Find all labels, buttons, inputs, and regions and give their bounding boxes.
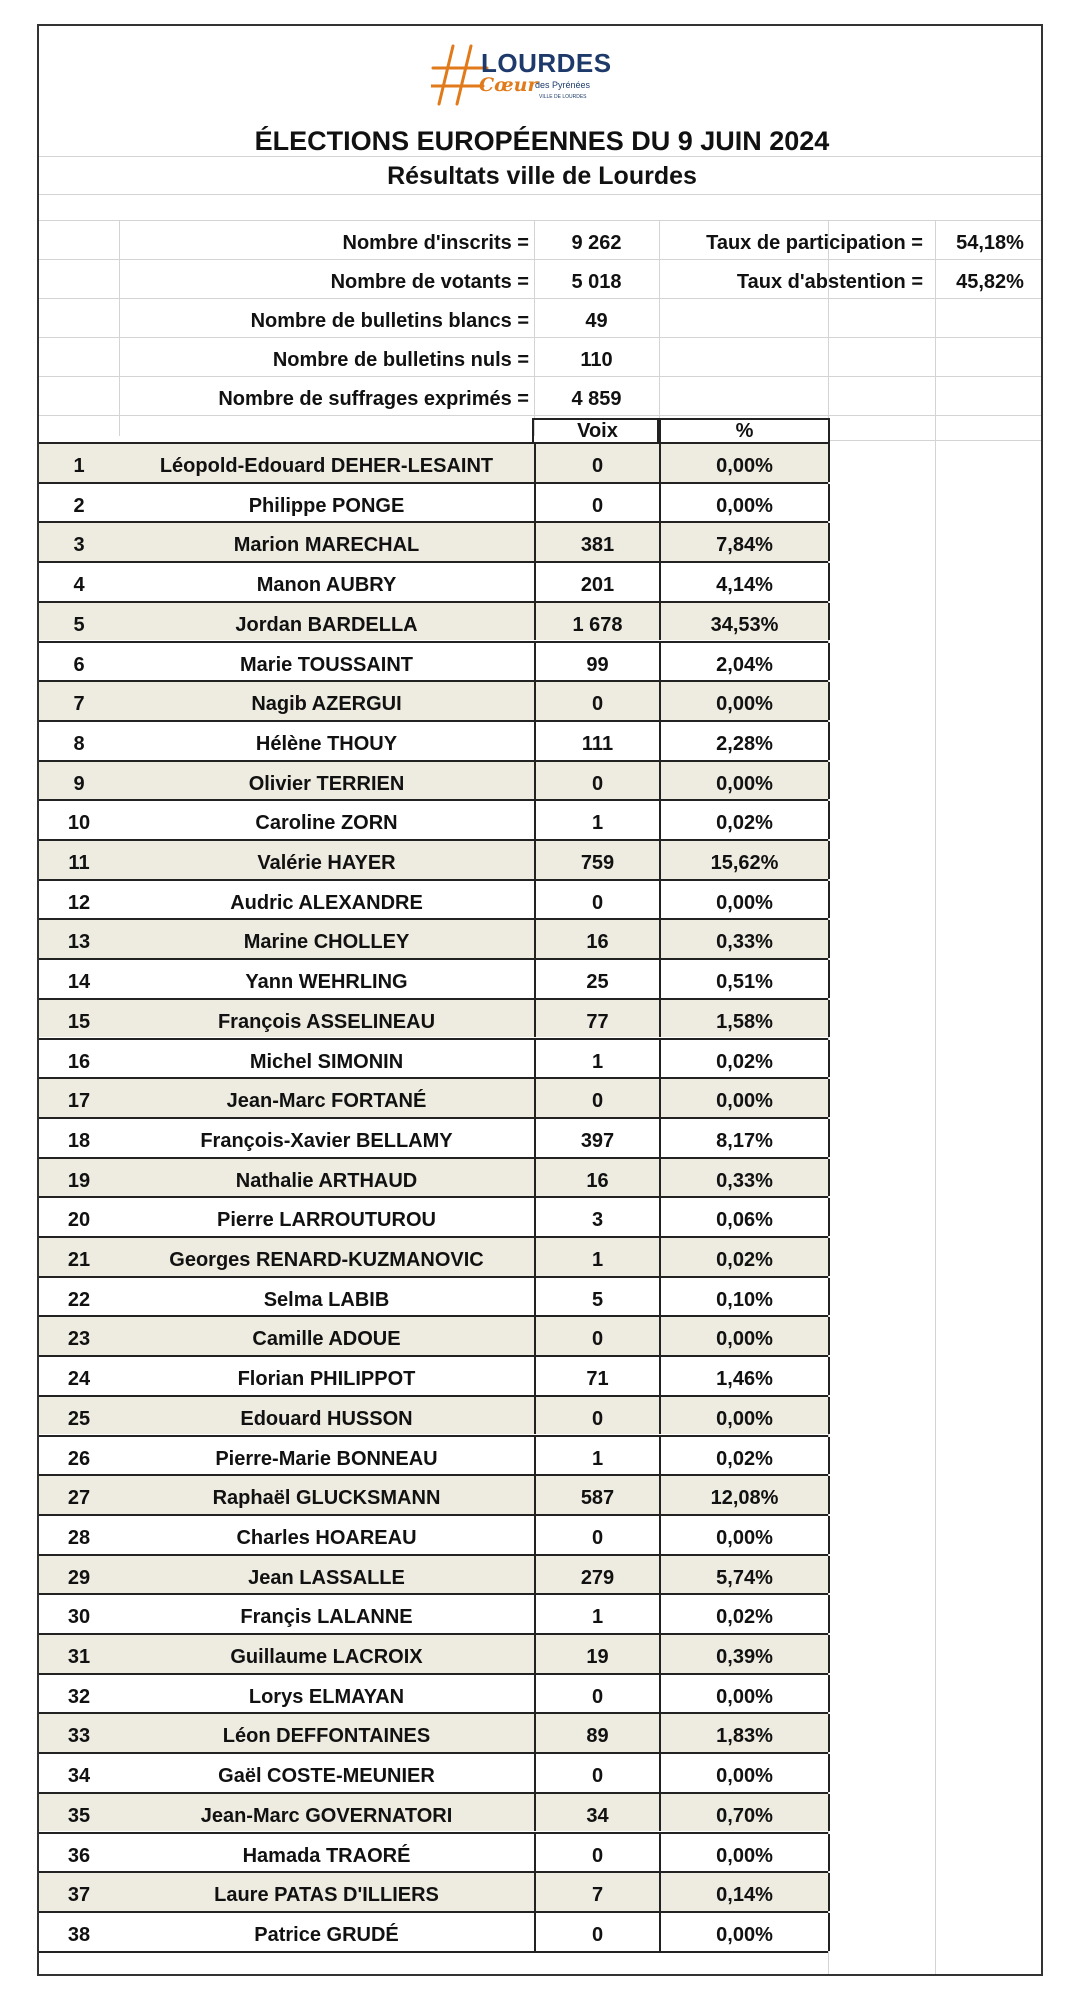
candidate-name: Gaël COSTE-MEUNIER bbox=[218, 1765, 435, 1788]
candidate-voix: 397 bbox=[534, 1119, 659, 1157]
candidate-voix: 1 bbox=[534, 1040, 659, 1078]
candidate-voix: 71 bbox=[534, 1357, 659, 1395]
gridline bbox=[39, 220, 1041, 221]
candidate-number: 1 bbox=[73, 455, 85, 477]
candidate-voix: 7 bbox=[534, 1873, 659, 1911]
candidate-voix: 34 bbox=[534, 1794, 659, 1832]
candidate-number: 5 bbox=[73, 613, 85, 636]
gridline bbox=[39, 259, 1041, 260]
table-row bbox=[39, 1593, 828, 1633]
candidate-number: 4 bbox=[73, 574, 85, 597]
votants-value: 5 018 bbox=[571, 271, 622, 293]
candidate-pct: 0,70% bbox=[659, 1794, 830, 1832]
table-row bbox=[39, 1712, 828, 1752]
candidate-number: 3 bbox=[73, 534, 85, 557]
candidate-pct: 5,74% bbox=[659, 1556, 830, 1594]
page-subtitle: Résultats ville de Lourdes bbox=[387, 162, 697, 190]
candidate-name: Yann WEHRLING bbox=[245, 971, 408, 994]
candidate-pct: 8,17% bbox=[659, 1119, 830, 1157]
votants-label: Nombre de votants = bbox=[330, 271, 529, 293]
candidate-name: Marine CHOLLEY bbox=[243, 931, 410, 954]
candidate-pct: 0,00% bbox=[659, 1079, 830, 1117]
candidate-voix: 111 bbox=[534, 722, 659, 760]
gridline bbox=[119, 220, 120, 436]
candidate-voix: 0 bbox=[534, 762, 659, 800]
candidate-voix: 0 bbox=[534, 1834, 659, 1872]
candidate-name: Marie TOUSSAINT bbox=[240, 653, 413, 676]
table-row bbox=[39, 1276, 828, 1316]
candidate-number: 28 bbox=[67, 1526, 91, 1549]
candidate-number: 29 bbox=[67, 1566, 91, 1589]
nuls-label: Nombre de bulletins nuls = bbox=[272, 349, 529, 371]
candidate-pct: 0,51% bbox=[659, 960, 830, 998]
candidate-name: Caroline ZORN bbox=[255, 812, 398, 835]
logo-script: Cœur bbox=[479, 74, 538, 96]
header-voix-label: Voix bbox=[577, 420, 618, 442]
table-row bbox=[39, 918, 828, 958]
candidate-pct: 0,00% bbox=[659, 682, 830, 720]
table-row bbox=[39, 641, 828, 681]
candidate-voix: 0 bbox=[534, 1754, 659, 1792]
candidate-name: Françis LALANNE bbox=[240, 1606, 413, 1629]
candidate-name: Audric ALEXANDRE bbox=[230, 891, 423, 914]
candidate-name: Nagib AZERGUI bbox=[251, 693, 402, 716]
candidate-name: Léopold-Edouard DEHER-LESAINT bbox=[159, 455, 494, 477]
candidate-name: François-Xavier BELLAMY bbox=[200, 1129, 453, 1152]
table-row bbox=[39, 1196, 828, 1236]
candidate-name: Marion MARECHAL bbox=[233, 534, 420, 557]
candidate-pct: 0,00% bbox=[659, 1317, 830, 1355]
candidate-voix: 201 bbox=[534, 563, 659, 601]
candidate-number: 2 bbox=[73, 494, 85, 517]
candidate-voix: 381 bbox=[534, 523, 659, 561]
candidate-voix: 0 bbox=[534, 484, 659, 522]
candidate-pct: 0,39% bbox=[659, 1635, 830, 1673]
nuls-value: 110 bbox=[580, 349, 613, 371]
candidate-pct: 0,02% bbox=[659, 1437, 830, 1475]
candidate-pct: 12,08% bbox=[659, 1476, 830, 1514]
table-row bbox=[39, 1355, 828, 1395]
candidate-voix: 0 bbox=[534, 1397, 659, 1435]
candidate-number: 23 bbox=[67, 1328, 91, 1351]
candidate-number: 24 bbox=[67, 1368, 91, 1391]
candidate-pct: 1,83% bbox=[659, 1714, 830, 1752]
gridline bbox=[39, 298, 1041, 299]
candidate-name: Jean-Marc FORTANÉ bbox=[226, 1090, 427, 1113]
candidate-voix: 0 bbox=[534, 682, 659, 720]
candidate-voix: 99 bbox=[534, 643, 659, 681]
candidate-pct: 0,00% bbox=[659, 881, 830, 919]
table-row bbox=[39, 1474, 828, 1514]
candidate-voix: 16 bbox=[534, 1159, 659, 1197]
candidate-pct: 0,00% bbox=[659, 1675, 830, 1713]
candidate-name: Hamada TRAORÉ bbox=[242, 1844, 411, 1867]
table-row bbox=[39, 1435, 828, 1475]
table-row bbox=[39, 1077, 828, 1117]
candidate-pct: 4,14% bbox=[659, 563, 830, 601]
candidate-name: Olivier TERRIEN bbox=[248, 772, 405, 795]
candidate-pct: 0,00% bbox=[659, 1754, 830, 1792]
logo-subline: VILLE DE LOURDES bbox=[539, 94, 587, 100]
table-row bbox=[39, 680, 828, 720]
candidate-voix: 1 bbox=[534, 1238, 659, 1276]
candidate-name: Philippe PONGE bbox=[248, 494, 405, 517]
gridline bbox=[39, 415, 1041, 416]
candidate-name: Valérie HAYER bbox=[257, 852, 396, 874]
candidate-voix: 1 bbox=[534, 1595, 659, 1633]
candidate-voix: 0 bbox=[534, 881, 659, 919]
candidate-pct: 2,04% bbox=[659, 643, 830, 681]
candidate-voix: 16 bbox=[534, 920, 659, 958]
candidate-number: 16 bbox=[67, 1050, 91, 1073]
candidate-number: 12 bbox=[67, 891, 91, 914]
candidate-name: Pierre-Marie BONNEAU bbox=[215, 1447, 438, 1470]
candidate-pct: 1,46% bbox=[659, 1357, 830, 1395]
candidate-number: 13 bbox=[67, 931, 91, 954]
candidate-number: 37 bbox=[67, 1884, 91, 1907]
candidate-number: 27 bbox=[67, 1487, 91, 1510]
header-pct-label: % bbox=[735, 420, 754, 442]
candidate-name: François ASSELINEAU bbox=[217, 1010, 436, 1033]
abstention-value: 45,82% bbox=[956, 271, 1024, 293]
candidate-name: Edouard HUSSON bbox=[240, 1407, 413, 1430]
table-row bbox=[39, 1514, 828, 1554]
gridline bbox=[39, 337, 1041, 338]
table-row bbox=[39, 879, 828, 919]
exprimes-label: Nombre de suffrages exprimés = bbox=[218, 388, 529, 410]
candidate-voix: 0 bbox=[534, 444, 659, 482]
candidate-voix: 3 bbox=[534, 1198, 659, 1236]
candidate-voix: 587 bbox=[534, 1476, 659, 1514]
candidate-pct: 2,28% bbox=[659, 722, 830, 760]
candidate-voix: 77 bbox=[534, 1000, 659, 1038]
exprimes-value: 4 859 bbox=[571, 388, 622, 410]
candidate-pct: 34,53% bbox=[659, 603, 830, 641]
inscrits-value: 9 262 bbox=[571, 232, 622, 254]
candidate-pct: 0,02% bbox=[659, 1238, 830, 1276]
participation-label: Taux de participation = bbox=[706, 232, 923, 254]
candidate-pct: 1,58% bbox=[659, 1000, 830, 1038]
candidate-number: 21 bbox=[67, 1249, 91, 1271]
gridline bbox=[39, 376, 1041, 377]
candidate-number: 9 bbox=[73, 772, 85, 795]
candidate-name: Hélène THOUY bbox=[255, 732, 398, 755]
candidate-number: 31 bbox=[67, 1646, 91, 1668]
candidate-pct: 0,00% bbox=[659, 444, 830, 482]
candidate-name: Selma LABIB bbox=[263, 1288, 390, 1311]
candidate-number: 35 bbox=[67, 1804, 91, 1827]
candidate-pct: 0,00% bbox=[659, 1913, 830, 1951]
candidate-pct: 0,10% bbox=[659, 1278, 830, 1316]
candidate-pct: 0,02% bbox=[659, 1040, 830, 1078]
candidate-pct: 0,02% bbox=[659, 1595, 830, 1633]
candidate-pct: 0,02% bbox=[659, 801, 830, 839]
candidate-voix: 0 bbox=[534, 1675, 659, 1713]
results-sheet bbox=[37, 24, 1043, 1976]
table-row bbox=[39, 1395, 828, 1435]
candidate-number: 30 bbox=[67, 1606, 91, 1629]
table-row bbox=[39, 1315, 828, 1355]
candidate-name: Lorys ELMAYAN bbox=[248, 1685, 405, 1708]
candidate-name: Manon AUBRY bbox=[256, 574, 397, 597]
inscrits-label: Nombre d'inscrits = bbox=[342, 232, 529, 254]
candidate-number: 20 bbox=[67, 1209, 91, 1232]
candidate-name: Florian PHILIPPOT bbox=[237, 1368, 416, 1391]
candidate-number: 34 bbox=[67, 1765, 91, 1788]
candidate-voix: 759 bbox=[534, 841, 659, 879]
candidate-number: 18 bbox=[67, 1129, 91, 1152]
gridline bbox=[659, 220, 660, 436]
table-row bbox=[39, 521, 828, 561]
table-row bbox=[39, 839, 828, 879]
candidate-name: Jordan BARDELLA bbox=[235, 613, 418, 636]
table-row bbox=[39, 1911, 828, 1951]
candidate-pct: 15,62% bbox=[659, 841, 830, 879]
candidate-name: Léon DEFFONTAINES bbox=[222, 1725, 431, 1748]
candidate-number: 38 bbox=[67, 1923, 91, 1946]
candidate-voix: 25 bbox=[534, 960, 659, 998]
table-row bbox=[39, 1157, 828, 1197]
candidate-number: 17 bbox=[67, 1090, 91, 1113]
candidate-pct: 0,00% bbox=[659, 1834, 830, 1872]
candidate-voix: 279 bbox=[534, 1556, 659, 1594]
table-row bbox=[39, 482, 828, 522]
candidate-pct: 0,00% bbox=[659, 1397, 830, 1435]
candidate-number: 33 bbox=[67, 1725, 91, 1748]
candidate-pct: 0,33% bbox=[659, 920, 830, 958]
table-row bbox=[39, 958, 828, 998]
candidate-pct: 0,14% bbox=[659, 1873, 830, 1911]
candidate-name: Pierre LARROUTUROU bbox=[217, 1209, 436, 1232]
candidate-number: 22 bbox=[67, 1288, 91, 1311]
candidate-voix: 0 bbox=[534, 1079, 659, 1117]
table-row bbox=[39, 1871, 828, 1911]
candidate-pct: 0,00% bbox=[659, 484, 830, 522]
candidate-voix: 1 678 bbox=[534, 603, 659, 641]
table-row bbox=[39, 1554, 828, 1594]
candidate-number: 6 bbox=[73, 653, 85, 676]
candidate-number: 25 bbox=[67, 1407, 91, 1430]
gridline bbox=[935, 220, 936, 1974]
table-row bbox=[39, 720, 828, 760]
table-row bbox=[39, 1117, 828, 1157]
candidate-name: Raphaël GLUCKSMANN bbox=[212, 1487, 441, 1510]
candidate-number: 26 bbox=[67, 1447, 91, 1470]
candidate-voix: 19 bbox=[534, 1635, 659, 1673]
candidate-name: Patrice GRUDÉ bbox=[254, 1923, 399, 1946]
candidate-name: Charles HOAREAU bbox=[236, 1526, 417, 1549]
table-row bbox=[39, 998, 828, 1038]
abstention-label: Taux d'abstention = bbox=[736, 271, 923, 293]
candidate-pct: 0,33% bbox=[659, 1159, 830, 1197]
candidate-name: Georges RENARD-KUZMANOVIC bbox=[169, 1249, 484, 1271]
table-row bbox=[39, 1752, 828, 1792]
table-bottom-border bbox=[39, 1951, 828, 1953]
candidate-voix: 0 bbox=[534, 1516, 659, 1554]
candidate-voix: 89 bbox=[534, 1714, 659, 1752]
candidate-number: 32 bbox=[67, 1685, 91, 1708]
candidate-name: Camille ADOUE bbox=[252, 1328, 401, 1351]
table-row bbox=[39, 1832, 828, 1872]
candidate-number: 7 bbox=[73, 693, 85, 716]
candidate-number: 36 bbox=[67, 1844, 91, 1867]
candidate-voix: 1 bbox=[534, 801, 659, 839]
table-row bbox=[39, 1792, 828, 1832]
lourdes-logo bbox=[431, 36, 631, 106]
candidate-number: 10 bbox=[67, 812, 91, 835]
candidate-pct: 0,06% bbox=[659, 1198, 830, 1236]
candidate-voix: 5 bbox=[534, 1278, 659, 1316]
candidate-name: Michel SIMONIN bbox=[249, 1050, 404, 1073]
table-row bbox=[39, 1236, 828, 1276]
candidate-number: 8 bbox=[73, 732, 85, 755]
table-row bbox=[39, 1633, 828, 1673]
candidate-pct: 7,84% bbox=[659, 523, 830, 561]
candidate-pct: 0,00% bbox=[659, 762, 830, 800]
logo-wordmark: LOURDES bbox=[481, 48, 612, 78]
page-title: ÉLECTIONS EUROPÉENNES DU 9 JUIN 2024 bbox=[254, 126, 830, 156]
candidate-name: Nathalie ARTHAUD bbox=[235, 1169, 418, 1192]
logo-tagline: des Pyrénées bbox=[535, 80, 591, 90]
candidate-number: 19 bbox=[67, 1169, 91, 1192]
gridline bbox=[39, 194, 1041, 195]
table-row bbox=[39, 601, 828, 641]
candidate-voix: 0 bbox=[534, 1913, 659, 1951]
table-row bbox=[39, 561, 828, 601]
candidate-name: Guillaume LACROIX bbox=[230, 1646, 423, 1668]
table-row bbox=[39, 442, 828, 482]
candidate-name: Jean LASSALLE bbox=[248, 1566, 405, 1589]
candidate-name: Laure PATAS D'ILLIERS bbox=[214, 1884, 439, 1907]
participation-value: 54,18% bbox=[956, 232, 1024, 254]
candidate-name: Jean-Marc GOVERNATORI bbox=[200, 1804, 453, 1827]
candidate-pct: 0,00% bbox=[659, 1516, 830, 1554]
candidate-number: 11 bbox=[68, 852, 90, 874]
candidate-number: 14 bbox=[67, 971, 91, 994]
table-row bbox=[39, 799, 828, 839]
candidate-voix: 1 bbox=[534, 1437, 659, 1475]
blancs-value: 49 bbox=[585, 310, 608, 332]
table-row bbox=[39, 1673, 828, 1713]
candidate-number: 15 bbox=[67, 1010, 91, 1033]
table-row bbox=[39, 760, 828, 800]
table-row bbox=[39, 1038, 828, 1078]
candidate-voix: 0 bbox=[534, 1317, 659, 1355]
blancs-label: Nombre de bulletins blancs = bbox=[250, 310, 529, 332]
